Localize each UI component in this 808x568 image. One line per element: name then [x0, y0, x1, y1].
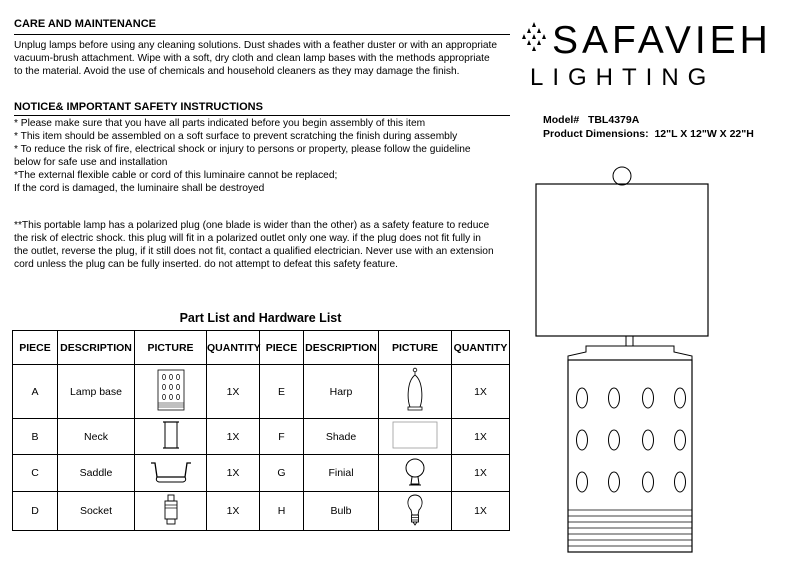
picture-cell — [135, 419, 207, 455]
bulb-icon — [403, 493, 427, 527]
quantity-cell: 1X — [452, 419, 510, 455]
table-row — [13, 419, 510, 455]
lamp-body — [568, 360, 692, 552]
notice-line: below for safe use and installation — [14, 157, 168, 168]
saddle-icon — [147, 459, 195, 485]
picture-cell — [379, 492, 452, 531]
dimensions-label: Product Dimensions: — [543, 128, 649, 140]
description-cell: Lamp base — [58, 365, 135, 419]
table-header-row — [13, 331, 510, 365]
picture-cell — [135, 455, 207, 492]
polarized-line: the outlet, reverse the plug, if it still does not fit, contact a qualified electrician. Never use with an extension — [14, 246, 494, 257]
header-description: DESCRIPTION — [58, 331, 135, 365]
notice-line: * To reduce the risk of fire, electrical shock or injury to persons or property, please follow the guideline — [14, 144, 471, 155]
piece-cell: B — [13, 419, 58, 455]
notice-heading: NOTICE& IMPORTANT SAFETY INSTRUCTIONS — [14, 101, 263, 113]
picture-cell — [379, 365, 452, 419]
polarized-paragraph — [14, 219, 494, 271]
lamp-body-ovals — [577, 388, 686, 492]
header-picture: PICTURE — [135, 331, 207, 365]
parts-title: Part List and Hardware List — [179, 311, 342, 325]
piece-cell: D — [13, 492, 58, 531]
quantity-cell: 1X — [452, 455, 510, 492]
polarized-line: **This portable lamp has a polarized plug (one blade is wider than the other) as a safety feature to reduce — [14, 220, 490, 231]
dimensions-value: 12"L X 12"W X 22"H — [654, 128, 754, 140]
finial-icon — [400, 456, 430, 488]
model-value: TBL4379A — [587, 114, 640, 126]
lamp-base-bands — [568, 510, 692, 546]
quantity-cell: 1X — [207, 365, 260, 419]
table-row — [13, 492, 510, 531]
piece-cell: G — [260, 455, 304, 492]
header-quantity: QUANTITY — [452, 331, 510, 365]
neck-icon — [159, 420, 183, 450]
lamp-shade — [536, 184, 708, 336]
picture-cell — [135, 492, 207, 531]
care-divider — [14, 34, 510, 35]
description-cell: Finial — [304, 455, 379, 492]
piece-cell: A — [13, 365, 58, 419]
picture-cell — [379, 419, 452, 455]
quantity-cell: 1X — [207, 492, 260, 531]
notice-line: *The external flexible cable or cord of this luminaire cannot be replaced; — [14, 170, 338, 181]
header-quantity: QUANTITY — [207, 331, 260, 365]
dimensions-line — [543, 128, 754, 140]
header-description: DESCRIPTION — [304, 331, 379, 365]
lamp-base-icon — [156, 369, 186, 411]
description-cell: Shade — [304, 419, 379, 455]
description-cell: Bulb — [304, 492, 379, 531]
care-line: vacuum-brush attachment. Wipe with a soft, dry cloth and clean lamp bases with the methods appropriate — [14, 53, 490, 64]
quantity-cell: 1X — [207, 419, 260, 455]
piece-cell: C — [13, 455, 58, 492]
picture-cell — [135, 365, 207, 419]
model-line — [543, 114, 639, 126]
picture-cell — [379, 455, 452, 492]
table-row — [13, 365, 510, 419]
shade-icon — [391, 420, 439, 450]
care-line: Unplug lamps before using any cleaning solutions. Dust shades with a feather duster or with an appropriate — [14, 40, 498, 51]
notice-line: * Please make sure that you have all parts indicated before you begin assembly of this item — [14, 118, 426, 129]
quantity-cell: 1X — [452, 492, 510, 531]
polarized-line: the risk of electric shock. this plug will fit in a polarized outlet only one way. if the plug does not fit fully in — [14, 233, 481, 244]
care-heading: CARE AND MAINTENANCE — [14, 18, 156, 30]
harp-icon — [400, 367, 430, 413]
description-cell: Socket — [58, 492, 135, 531]
quantity-cell: 1X — [207, 455, 260, 492]
lamp-finial — [613, 167, 631, 185]
brand-subtitle: LIGHTING — [530, 64, 716, 91]
piece-cell: E — [260, 365, 304, 419]
polarized-line: cord unless the plug can be fully inserted. do not attempt to defeat this safety feature. — [14, 259, 398, 270]
description-cell: Neck — [58, 419, 135, 455]
lamp-lid — [568, 346, 692, 360]
parts-table — [12, 330, 510, 531]
model-label: Model# — [543, 114, 580, 126]
notice-divider — [14, 115, 510, 116]
socket-icon — [159, 494, 183, 526]
care-paragraph — [14, 39, 497, 78]
brand-name: SAFAVIEH — [552, 19, 772, 62]
notice-paragraph — [14, 117, 471, 195]
notice-line: If the cord is damaged, the luminaire shall be destroyed — [14, 183, 265, 194]
safavieh-logo-mark — [519, 22, 549, 56]
table-row — [13, 455, 510, 492]
description-cell: Harp — [304, 365, 379, 419]
care-line: to the material. Avoid the use of chemicals and household cleaners as they may damage the finish. — [14, 66, 460, 77]
header-picture: PICTURE — [379, 331, 452, 365]
header-piece: PIECE — [260, 331, 304, 365]
description-cell: Saddle — [58, 455, 135, 492]
quantity-cell: 1X — [452, 365, 510, 419]
piece-cell: F — [260, 419, 304, 455]
lamp-drawing — [528, 160, 728, 560]
piece-cell: H — [260, 492, 304, 531]
notice-line: * This item should be assembled on a soft surface to prevent scratching the finish during assembly — [14, 131, 458, 142]
header-piece: PIECE — [13, 331, 58, 365]
